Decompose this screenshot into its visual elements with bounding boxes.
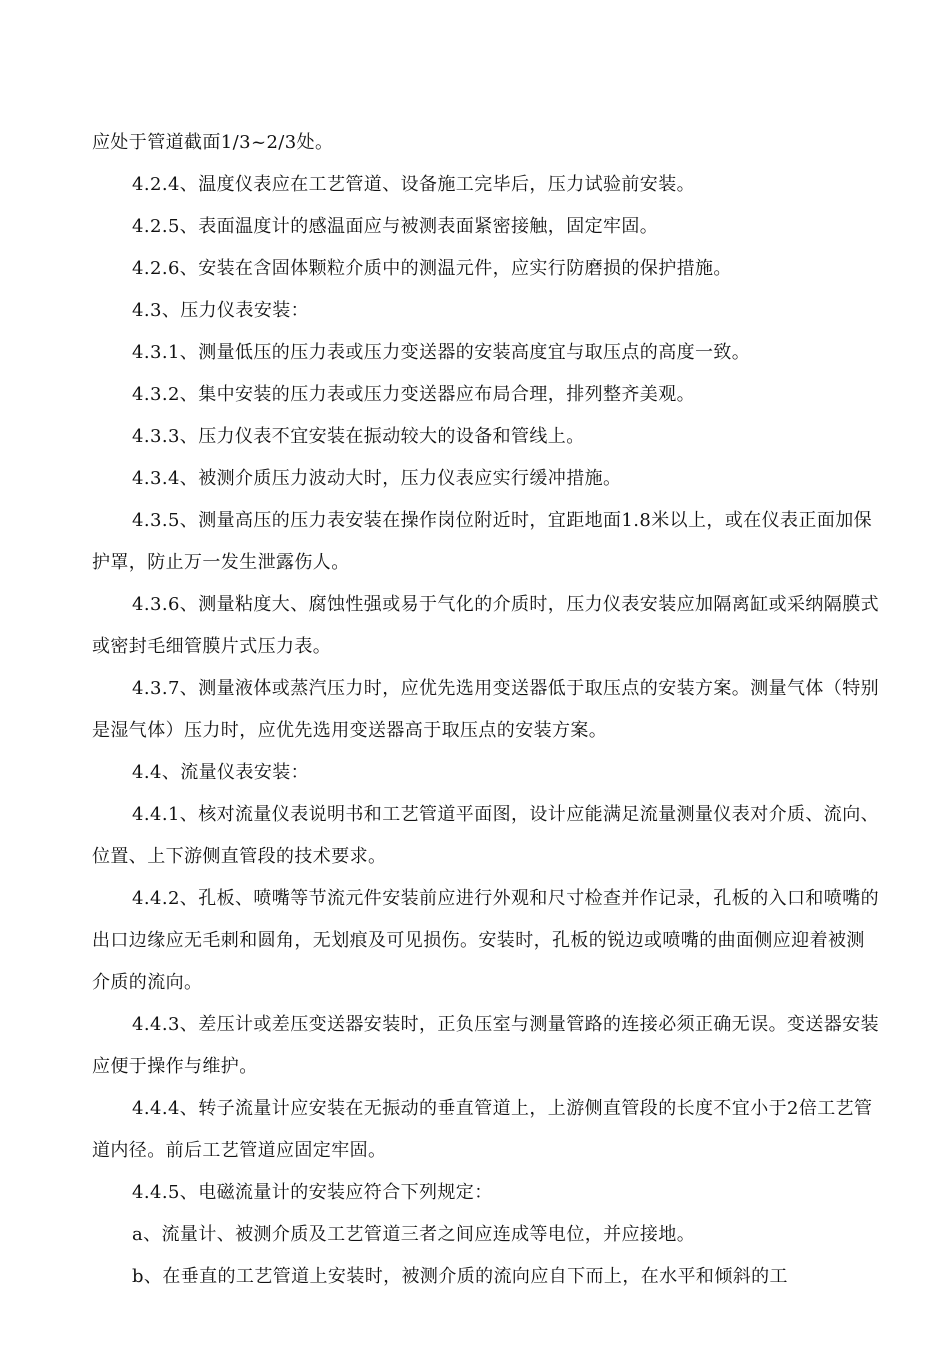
paragraph: 4.4.4、转子流量计应安装在无振动的垂直管道上，上游侧直管段的长度不宜小于2倍工艺管道内径。前后工艺管道应固定牢固。 bbox=[92, 1098, 873, 1161]
section-heading: 4.4、流量仪表安装： bbox=[132, 762, 310, 783]
document-page bbox=[92, 122, 882, 1298]
paragraph: 4.3.7、测量液体或蒸汽压力时，应优先选用变送器低于取压点的安装方案。测量气体（特别是湿气体）压力时，应优先选用变送器高于取压点的安装方案。 bbox=[92, 678, 879, 741]
paragraph: 4.3.5、测量高压的压力表安装在操作岗位附近时，宜距地面1.8米以上，或在仪表正面加保护罩，防止万一发生泄露伤人。 bbox=[92, 510, 873, 573]
paragraph: 4.4.3、差压计或差压变送器安装时，正负压室与测量管路的连接必须正确无误。变送器安装应便于操作与维护。 bbox=[92, 1014, 879, 1077]
paragraph: 4.2.6、安装在含固体颗粒介质中的测温元件，应实行防磨损的保护措施。 bbox=[132, 258, 732, 279]
paragraph: 4.3.2、集中安装的压力表或压力变送器应布局合理，排列整齐美观。 bbox=[132, 384, 695, 405]
paragraph: 4.4.1、核对流量仪表说明书和工艺管道平面图，设计应能满足流量测量仪表对介质、流向、位置、上下游侧直管段的技术要求。 bbox=[92, 804, 879, 867]
paragraph: 4.2.5、表面温度计的感温面应与被测表面紧密接触，固定牢固。 bbox=[132, 216, 659, 237]
paragraph: 4.4.5、电磁流量计的安装应符合下列规定： bbox=[132, 1182, 493, 1203]
list-item: a、流量计、被测介质及工艺管道三者之间应连成等电位，并应接地。 bbox=[132, 1224, 696, 1245]
paragraph: 4.2.4、温度仪表应在工艺管道、设备施工完毕后，压力试验前安装。 bbox=[132, 174, 695, 195]
paragraph: 4.3.4、被测介质压力波动大时，压力仪表应实行缓冲措施。 bbox=[132, 468, 622, 489]
paragraph: 4.3.6、测量粘度大、腐蚀性强或易于气化的介质时，压力仪表安装应加隔离缸或采纳隔膜式或密封毛细管膜片式压力表。 bbox=[92, 594, 879, 657]
section-heading: 4.3、压力仪表安装： bbox=[132, 300, 310, 321]
paragraph: 应处于管道截面1/3~2/3处。 bbox=[92, 132, 334, 153]
paragraph: 4.4.2、孔板、喷嘴等节流元件安装前应进行外观和尺寸检查并作记录，孔板的入口和喷嘴的出口边缘应无毛刺和圆角，无划痕及可见损伤。安装时，孔板的锐边或喷嘴的曲面侧应迎着被测介质的流向。 bbox=[92, 888, 879, 993]
paragraph: 4.3.1、测量低压的压力表或压力变送器的安装高度宜与取压点的高度一致。 bbox=[132, 342, 751, 363]
list-item: b、在垂直的工艺管道上安装时，被测介质的流向应自下而上，在水平和倾斜的工 bbox=[132, 1266, 788, 1287]
paragraph: 4.3.3、压力仪表不宜安装在振动较大的设备和管线上。 bbox=[132, 426, 585, 447]
